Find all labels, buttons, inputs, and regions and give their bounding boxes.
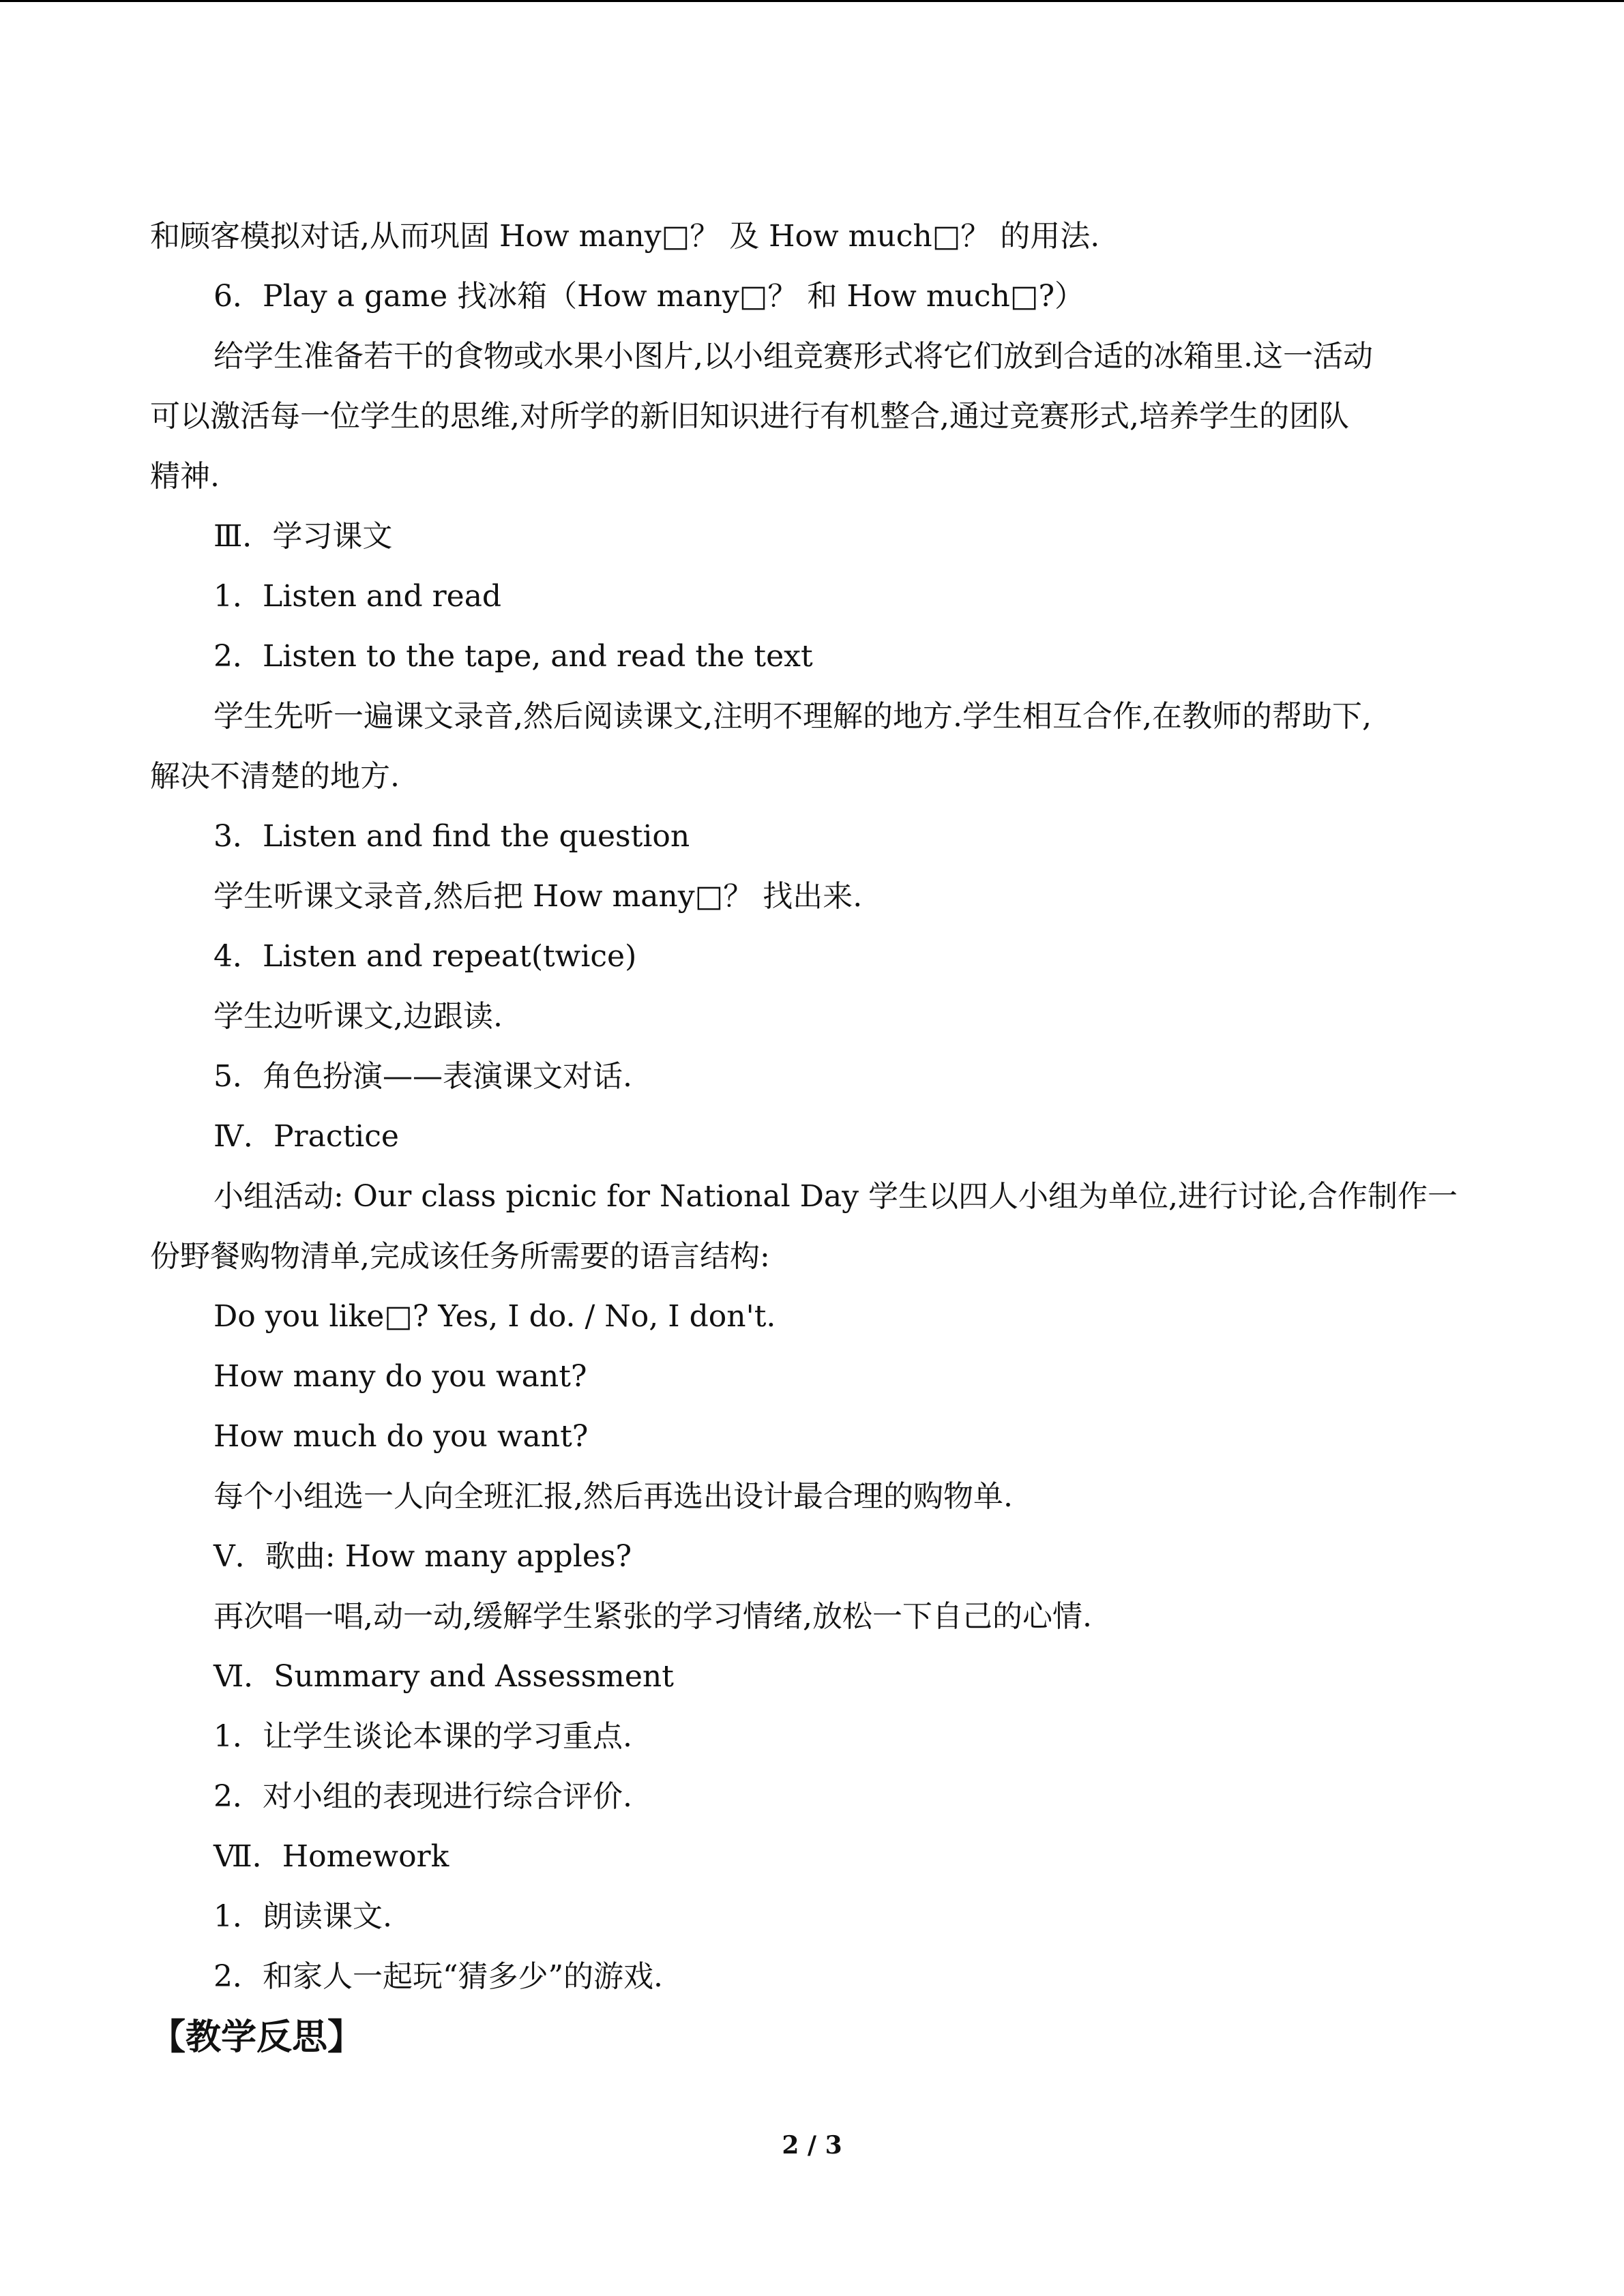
text-line: 再次唱一唱,动一动,缓解学生紧张的学习情绪,放松一下自己的心情.: [213, 1599, 1092, 1634]
text-line: 小组活动: Our class picnic for National Day 学生以四人小组为单位,进行讨论,合作制作一: [213, 1179, 1458, 1214]
text-line: 精神.: [150, 459, 220, 494]
text-line: Ⅲ．学习课文: [213, 519, 393, 554]
text-line: How much do you want?: [213, 1419, 589, 1454]
text-line: Ⅳ．Practice: [213, 1119, 399, 1154]
text-line: 给学生准备若干的食物或水果小图片,以小组竞赛形式将它们放到合适的冰箱里.这一活动: [213, 339, 1373, 374]
text-line: 解决不清楚的地方.: [150, 759, 400, 794]
text-line: 5．角色扮演——表演课文对话.: [213, 1059, 632, 1094]
text-line: 3．Listen and find the question: [213, 819, 690, 854]
text-line: 学生听课文录音,然后把 How many□？ 找出来.: [213, 879, 863, 914]
text-line: Ⅶ．Homework: [213, 1839, 449, 1874]
text-line: 1．Listen and read: [213, 579, 502, 614]
paragraph-lines: [150, 207, 1480, 2007]
text-line: 4．Listen and repeat(twice): [213, 939, 637, 974]
text-line: 可以激活每一位学生的思维,对所学的新旧知识进行有机整合,通过竞赛形式,培养学生的团队: [150, 399, 1349, 434]
text-line: 每个小组选一人向全班汇报,然后再选出设计最合理的购物单.: [213, 1479, 1013, 1514]
text-line: 学生先听一遍课文录音,然后阅读课文,注明不理解的地方.学生相互合作,在教师的帮助下,: [213, 699, 1372, 734]
text-line: Do you like□? Yes, I do. / No, I don't.: [213, 1299, 776, 1334]
text-line: 2．和家人一起玩“猜多少”的游戏.: [213, 1959, 663, 1994]
text-line: 2．对小组的表现进行综合评价.: [213, 1779, 632, 1814]
text-line: 6．Play a game 找冰箱（How many□？ 和 How much□?）: [213, 279, 1085, 314]
text-line: 学生边听课文,边跟读.: [213, 999, 503, 1034]
page-number: 2 / 3: [782, 2131, 842, 2160]
text-line: 份野餐购物清单,完成该任务所需要的语言结构:: [150, 1239, 770, 1274]
text-line: 1．朗读课文.: [213, 1899, 392, 1934]
text-line: 和顾客模拟对话,从而巩固 How many□？ 及 How much□？ 的用法.: [150, 219, 1100, 254]
text-line: 2．Listen to the tape, and read the text: [213, 639, 813, 674]
section-heading-teaching-reflection: 【教学反思】: [150, 2017, 364, 2058]
text-line: 1．让学生谈论本课的学习重点.: [213, 1719, 632, 1754]
document-body: [150, 207, 1480, 2068]
text-line: Ⅵ．Summary and Assessment: [213, 1659, 674, 1694]
text-line: How many do you want?: [213, 1359, 587, 1394]
text-line: Ⅴ．歌曲: How many apples?: [213, 1539, 632, 1574]
